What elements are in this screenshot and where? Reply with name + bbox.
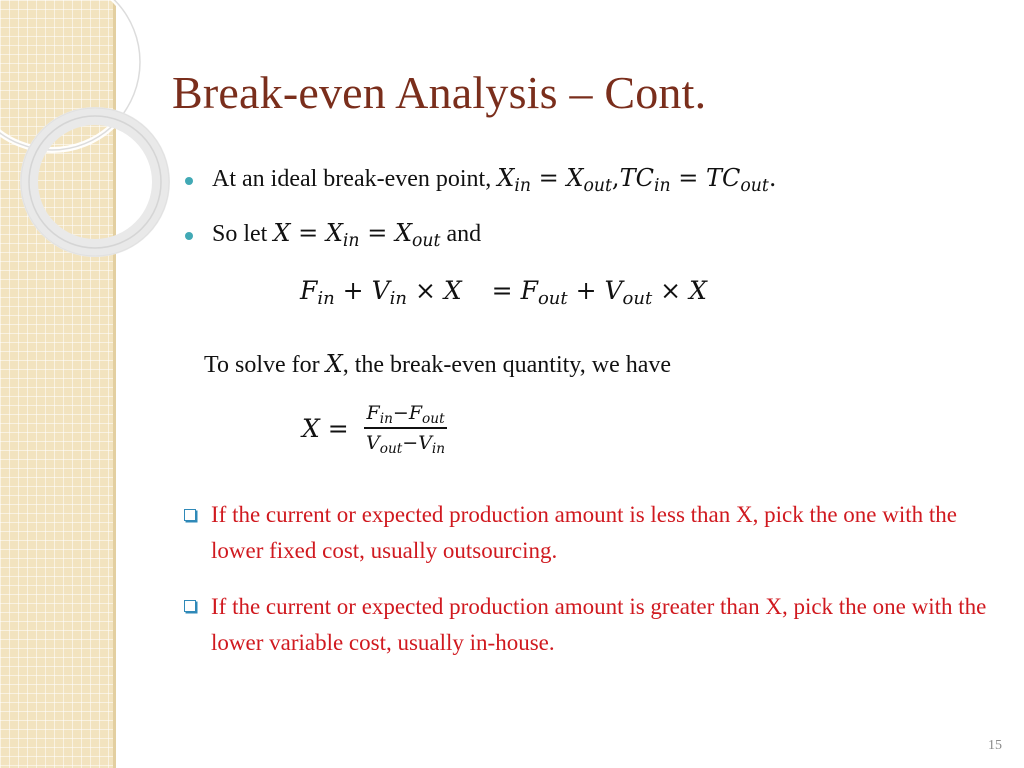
math-times: × bbox=[660, 276, 682, 305]
recommendation-fixed-cost: If the current or expected production amount is less than X, pick the one with the lower fixed cost, usually outsourcing. bbox=[211, 502, 958, 563]
math-x-out: $X_{out}$ bbox=[394, 219, 441, 251]
math-period: . bbox=[768, 164, 777, 192]
slide-title: Break-even Analysis – Cont. bbox=[172, 67, 707, 118]
bullet-item-let-x bbox=[212, 219, 482, 251]
equation-lhs: X = bbox=[302, 414, 349, 443]
math-f-in: $F_{in}$ bbox=[300, 276, 335, 310]
bullet-text: At an ideal break-even point, bbox=[212, 166, 498, 192]
math-tc-out: $TC_{out}$ bbox=[705, 164, 769, 196]
math-v-in: $V_{in}$ bbox=[371, 276, 407, 310]
fraction-denominator: $V_{out}-V_{in}$ bbox=[366, 431, 446, 457]
math-x-in: $X_{in}$ bbox=[497, 164, 531, 196]
math-f-out: $F_{out}$ bbox=[520, 276, 568, 310]
math-plus: + bbox=[575, 276, 597, 305]
math-times: × bbox=[414, 276, 436, 305]
math-v-out: $V_{out}$ bbox=[604, 276, 653, 310]
math-tc-in: $TC_{in}$ bbox=[619, 164, 671, 196]
equation-cost-equality bbox=[300, 276, 707, 310]
solve-for-x-text bbox=[204, 350, 671, 379]
math-equals: = bbox=[678, 164, 699, 192]
bullet-dot bbox=[185, 232, 193, 240]
recommendation-variable-cost: If the current or expected production amount is greater than X, pick the one with the lower variable cost, usually in-house. bbox=[211, 594, 987, 655]
checkbox-bullet-icon bbox=[184, 509, 196, 521]
math-equals: = bbox=[290, 219, 326, 247]
equation-fraction bbox=[364, 402, 447, 455]
math-x-out: $X_{out}$ bbox=[566, 164, 612, 196]
bullet-text: So let bbox=[212, 221, 274, 247]
solve-text-before: To solve for bbox=[204, 352, 326, 378]
math-plus: + bbox=[342, 276, 364, 305]
bullet-item-breakeven-point bbox=[212, 164, 777, 196]
math-x: X bbox=[443, 276, 462, 305]
page-number: 15 bbox=[988, 738, 1002, 753]
fraction-numerator: $F_{in}-F_{out}$ bbox=[366, 402, 445, 427]
math-equals: = bbox=[359, 219, 395, 247]
math-comma: , bbox=[611, 164, 620, 192]
math-x: X bbox=[273, 219, 291, 247]
math-x: X bbox=[689, 276, 707, 305]
math-x: X bbox=[325, 350, 343, 378]
bullet-text-after: and bbox=[440, 221, 482, 247]
bullet-dot bbox=[185, 177, 193, 185]
decorative-side-panel bbox=[0, 0, 113, 768]
math-x-in: $X_{in}$ bbox=[325, 219, 360, 251]
math-equals: = bbox=[538, 164, 559, 192]
math-equals: = bbox=[491, 276, 513, 305]
solve-text-after: , the break-even quantity, we have bbox=[342, 352, 672, 378]
checkbox-bullet-icon bbox=[184, 600, 196, 612]
side-panel-edge bbox=[113, 0, 116, 768]
